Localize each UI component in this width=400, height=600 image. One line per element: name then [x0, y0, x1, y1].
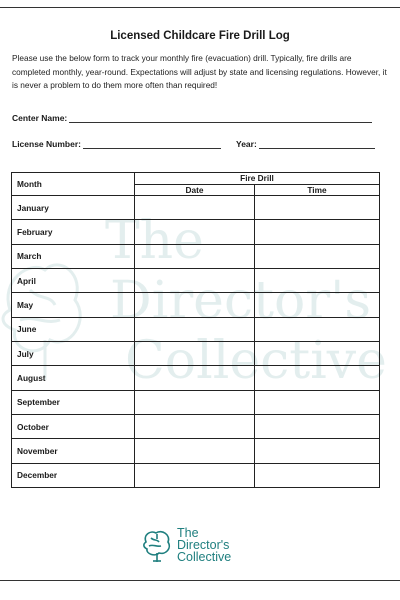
time-cell[interactable] [254, 293, 379, 317]
date-cell[interactable] [135, 220, 255, 244]
month-cell: November [12, 439, 135, 463]
license-number-label: License Number: [12, 139, 81, 149]
table-body [12, 196, 380, 488]
month-cell: October [12, 414, 135, 438]
time-cell[interactable] [254, 196, 379, 220]
year-field [236, 139, 375, 149]
brain-tree-logo-icon [142, 527, 172, 563]
time-cell[interactable] [254, 220, 379, 244]
table-row [12, 244, 380, 268]
top-rule [0, 7, 400, 8]
month-cell: January [12, 196, 135, 220]
table-row [12, 390, 380, 414]
month-cell: December [12, 463, 135, 487]
footer-logo [0, 527, 400, 567]
center-name-label: Center Name: [12, 113, 68, 123]
date-cell[interactable] [135, 293, 255, 317]
logo-lockup [142, 527, 231, 563]
logo-wordmark [177, 527, 231, 563]
table-row [12, 341, 380, 365]
bottom-rule [0, 580, 400, 581]
page-title: Licensed Childcare Fire Drill Log [110, 30, 290, 42]
month-cell: February [12, 220, 135, 244]
date-cell[interactable] [135, 439, 255, 463]
table-row [12, 317, 380, 341]
time-column-header: Time [254, 184, 379, 196]
table-row [12, 196, 380, 220]
time-cell[interactable] [254, 317, 379, 341]
table-row [12, 463, 380, 487]
date-cell[interactable] [135, 390, 255, 414]
watermark-line-3: Collective [125, 331, 387, 391]
date-cell[interactable] [135, 341, 255, 365]
table-row [12, 293, 380, 317]
table-row [12, 414, 380, 438]
time-cell[interactable] [254, 414, 379, 438]
intro-paragraph: Please use the below form to track your monthly fire (evacuation) drill. Typically, fire drills are completed monthly, year-round. Expectations will adjust by state and licensing regulations. However, it is never a problem to do them more often than required! [12, 53, 387, 90]
license-number-field [12, 139, 221, 149]
center-name-line[interactable] [69, 113, 372, 123]
month-cell: September [12, 390, 135, 414]
time-cell[interactable] [254, 390, 379, 414]
month-cell: March [12, 244, 135, 268]
month-column-header: Month [12, 173, 135, 196]
time-cell[interactable] [254, 439, 379, 463]
watermark-line-2: Director's [110, 271, 372, 331]
date-cell[interactable] [135, 463, 255, 487]
logo-line-3: Collective [177, 550, 232, 564]
table-row [12, 366, 380, 390]
time-cell[interactable] [254, 268, 379, 292]
fire-drill-group-header: Fire Drill [135, 173, 380, 185]
date-cell[interactable] [135, 244, 255, 268]
month-cell: July [12, 341, 135, 365]
time-cell[interactable] [254, 463, 379, 487]
table-row [12, 439, 380, 463]
watermark-line-1: The [105, 211, 204, 271]
time-cell[interactable] [254, 366, 379, 390]
date-cell[interactable] [135, 196, 255, 220]
date-cell[interactable] [135, 317, 255, 341]
year-label: Year: [236, 139, 257, 149]
date-cell[interactable] [135, 268, 255, 292]
logo-line-2: Director's [177, 538, 230, 552]
logo-line-1: The [177, 526, 199, 540]
time-cell[interactable] [254, 244, 379, 268]
month-cell: April [12, 268, 135, 292]
month-cell: August [12, 366, 135, 390]
center-name-field [12, 113, 372, 123]
year-line[interactable] [259, 139, 375, 149]
table-row [12, 220, 380, 244]
time-cell[interactable] [254, 341, 379, 365]
date-column-header: Date [135, 184, 255, 196]
date-cell[interactable] [135, 366, 255, 390]
fire-drill-table [11, 172, 380, 488]
month-cell: June [12, 317, 135, 341]
date-cell[interactable] [135, 414, 255, 438]
month-cell: May [12, 293, 135, 317]
license-number-line[interactable] [83, 139, 221, 149]
table-row [12, 268, 380, 292]
